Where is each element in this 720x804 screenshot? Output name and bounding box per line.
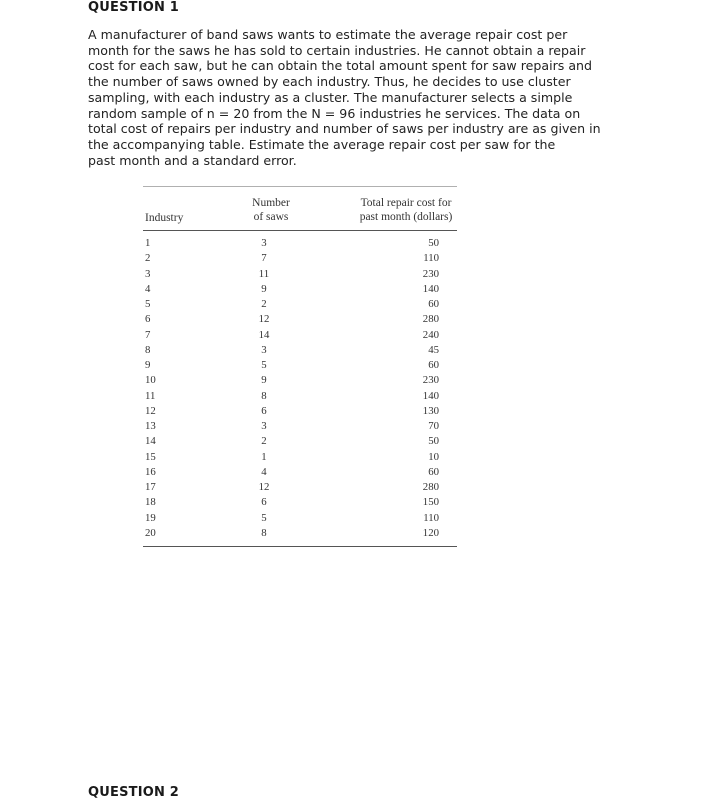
table-row <box>143 344 457 359</box>
saws-cell: 6 <box>261 404 267 417</box>
saws-cell: 7 <box>261 252 267 265</box>
saws-cell: 9 <box>261 282 267 295</box>
industry-cell: 5 <box>145 298 151 310</box>
saws-cell: 8 <box>261 389 267 402</box>
table-row <box>143 252 457 267</box>
saws-cell: 5 <box>261 359 267 371</box>
table-row <box>143 390 457 405</box>
saws-cell: 3 <box>261 237 267 249</box>
table-row <box>143 237 457 252</box>
saws-cell: 4 <box>261 465 267 478</box>
cost-cell: 140 <box>422 389 439 402</box>
question-1-prompt <box>88 27 644 168</box>
saws-cell: 6 <box>261 496 267 509</box>
table-row <box>143 435 457 450</box>
industry-cell: 19 <box>145 511 156 524</box>
saws-cell: 3 <box>261 420 267 432</box>
cost-cell: 50 <box>428 435 439 448</box>
prompt-line: A manufacturer of band saws wants to estimate the average repair cost per <box>88 27 568 42</box>
cost-cell: 70 <box>428 420 439 432</box>
cost-cell: 45 <box>428 343 439 356</box>
industry-cell: 9 <box>145 359 151 371</box>
table-top-rule <box>143 186 457 187</box>
industry-cell: 8 <box>145 343 151 356</box>
cost-cell: 130 <box>422 404 439 417</box>
industry-cell: 6 <box>145 313 151 326</box>
table-row <box>143 298 457 313</box>
industry-cell: 15 <box>145 450 156 463</box>
table-row <box>143 405 457 420</box>
industry-cell: 16 <box>145 465 156 478</box>
question-1-title: QUESTION 1 <box>88 0 180 15</box>
cost-cell: 120 <box>422 526 439 539</box>
table-row <box>143 313 457 328</box>
table-row <box>143 466 457 481</box>
cost-cell: 60 <box>428 465 439 478</box>
cost-cell: 230 <box>422 374 439 387</box>
cost-cell: 110 <box>423 252 439 265</box>
industry-cell: 2 <box>145 252 151 265</box>
prompt-line: past month and a standard error. <box>88 152 297 168</box>
table-bottom-rule <box>143 546 457 547</box>
header-cost-line2: past month (dollars) <box>359 211 453 223</box>
header-saws-line2: of saws <box>253 211 289 223</box>
table-row <box>143 527 457 542</box>
industry-cell: 4 <box>145 282 151 295</box>
industry-cell: 11 <box>145 389 156 402</box>
table-row <box>143 481 457 496</box>
saws-cell: 1 <box>261 450 267 463</box>
prompt-line: cost for each saw, but he can obtain the total amount spent for saw repairs and <box>88 58 593 74</box>
industry-cell: 18 <box>145 496 156 509</box>
table-row <box>143 496 457 511</box>
prompt-line: the accompanying table. Estimate the average repair cost per saw for the <box>88 136 556 152</box>
cost-cell: 280 <box>422 313 439 326</box>
cost-cell: 230 <box>422 267 439 280</box>
table-row <box>143 374 457 389</box>
table-body <box>143 237 457 542</box>
saws-cell: 11 <box>258 267 270 280</box>
table-row <box>143 420 457 435</box>
cost-cell: 150 <box>422 496 439 509</box>
header-saws-line1: Number <box>252 197 290 209</box>
cost-cell: 50 <box>428 237 439 249</box>
saws-cell: 14 <box>258 328 270 341</box>
table-row <box>143 451 457 466</box>
industry-cell: 13 <box>145 420 156 432</box>
cost-cell: 60 <box>428 359 439 371</box>
table-row <box>143 329 457 344</box>
table-header-rule <box>143 230 457 231</box>
industry-cell: 20 <box>145 526 156 539</box>
saws-cell: 8 <box>261 526 267 539</box>
industry-cell: 7 <box>145 328 151 341</box>
table-row <box>143 268 457 283</box>
prompt-line: the number of saws owned by each industry. Thus, he decides to use cluster <box>88 74 571 90</box>
industry-cell: 17 <box>145 481 156 493</box>
header-number-of-saws <box>236 196 306 224</box>
question-2-title: QUESTION 2 <box>88 785 180 800</box>
saws-cell: 2 <box>261 298 267 310</box>
saws-cell: 9 <box>261 374 267 387</box>
industry-cell: 10 <box>145 374 156 387</box>
cost-cell: 110 <box>423 511 439 524</box>
saws-cell: 12 <box>258 481 270 493</box>
cost-cell: 240 <box>422 328 439 341</box>
industry-cell: 12 <box>145 404 156 417</box>
prompt-line: random sample of n = 20 from the N = 96 industries he services. The data on <box>88 105 581 121</box>
saws-cell: 3 <box>261 343 267 356</box>
industry-cell: 14 <box>145 435 156 448</box>
saws-cell: 12 <box>258 313 270 326</box>
cost-cell: 10 <box>428 450 439 463</box>
prompt-line: month for the saws he has sold to certain industries. He cannot obtain a repair <box>88 42 586 58</box>
cost-cell: 280 <box>422 481 439 493</box>
cost-cell: 60 <box>428 298 439 310</box>
industry-cell: 1 <box>145 237 151 249</box>
prompt-line: total cost of repairs per industry and number of saws per industry are as given in <box>88 121 601 137</box>
table-row <box>143 512 457 527</box>
saws-cell: 5 <box>261 511 267 524</box>
prompt-line: sampling, with each industry as a cluster. The manufacturer selects a simple <box>88 89 573 105</box>
header-total-repair-cost <box>346 196 466 224</box>
table-row <box>143 359 457 374</box>
header-cost-line1: Total repair cost for <box>360 197 452 209</box>
header-industry: Industry <box>145 212 184 224</box>
saws-cell: 2 <box>261 435 267 448</box>
table-row <box>143 283 457 298</box>
cost-cell: 140 <box>422 282 439 295</box>
industry-cell: 3 <box>145 267 151 280</box>
